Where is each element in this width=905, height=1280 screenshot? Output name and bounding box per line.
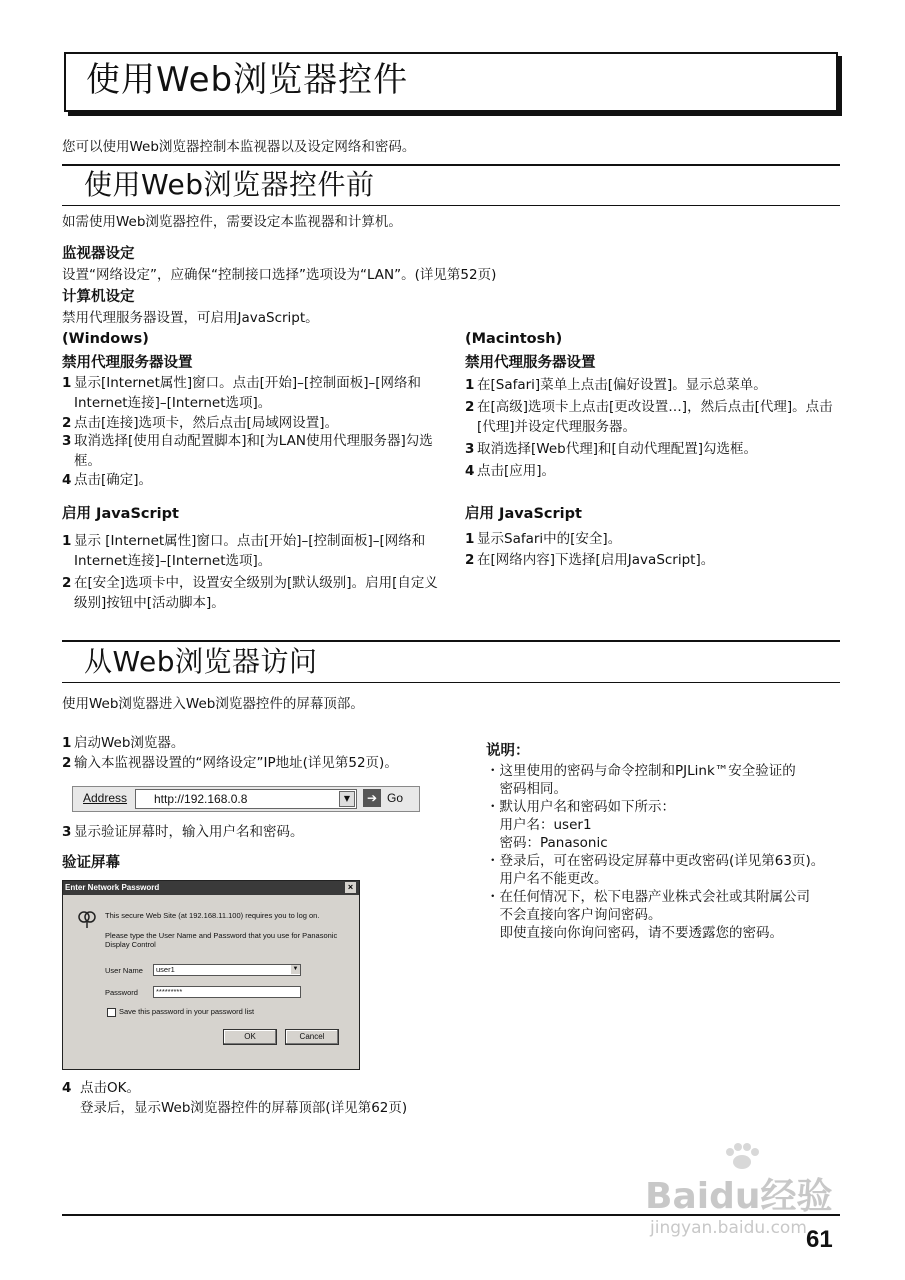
step-text: 点击[确定]。 — [74, 472, 153, 488]
auth-heading: 验证屏幕 — [62, 855, 120, 871]
note-line: ・默认用户名和密码如下所示： — [486, 799, 675, 815]
section1-heading: 使用Web浏览器控件前 — [84, 168, 375, 201]
page-number: 61 — [806, 1226, 833, 1253]
title-box — [64, 52, 838, 112]
mac-label: (Macintosh) — [465, 331, 563, 347]
access-step-3 — [62, 822, 462, 842]
go-button[interactable]: Go — [387, 791, 404, 805]
windows-proxy-step-2 — [62, 413, 447, 433]
cancel-button[interactable]: Cancel — [285, 1029, 339, 1045]
note-heading: 说明： — [486, 743, 530, 759]
ok-button[interactable]: OK — [223, 1029, 277, 1045]
monitor-heading: 监视器设定 — [62, 246, 135, 262]
dialog-titlebar — [63, 881, 359, 895]
address-bar — [72, 786, 420, 812]
dialog-line1: This secure Web Site (at 192.168.11.100) requires you to log on. — [105, 911, 320, 920]
step-text: 启动Web浏览器。 — [74, 735, 185, 751]
section1-bottom-rule — [62, 205, 840, 206]
dialog-line2: Please type the User Name and Password that you use for Panasonic — [105, 931, 338, 940]
windows-js-step-2 — [62, 573, 447, 613]
step4-number: 4 — [62, 1080, 72, 1096]
step-text: 在[Safari]菜单上点击[偏好设置]。显示总菜单。 — [477, 377, 767, 393]
save-password-label: Save this password in your password list — [119, 1007, 255, 1016]
save-password-checkbox[interactable] — [107, 1008, 116, 1017]
step-number: 3 — [465, 441, 475, 457]
step-number: 2 — [465, 552, 475, 568]
access-step-2 — [62, 753, 462, 773]
user-name-label: User Name — [105, 966, 143, 975]
step-number: 2 — [62, 575, 72, 591]
note-line: 不会直接向客户询问密码。 — [486, 907, 662, 923]
section1-intro: 如需使用Web浏览器控件，需要设定本监视器和计算机。 — [62, 214, 402, 230]
monitor-text: 设置“网络设定”，应确保“控制接口选择”选项设为“LAN”。(详见第52页) — [62, 267, 497, 283]
step-number: 2 — [62, 755, 72, 771]
step-text: 点击[应用]。 — [477, 463, 556, 479]
mac-proxy-step-1 — [465, 375, 850, 395]
step-text: 取消选择[Web代理]和[自动代理配置]勾选框。 — [477, 441, 757, 457]
note-line: ・这里使用的密码与命令控制和PJLink™安全验证的 — [486, 763, 796, 779]
step-text: 在[高级]选项卡上点击[更改设置…]，然后点击[代理]。点击[代理]并设定代理服务器。 — [477, 399, 833, 435]
user-name-value: user1 — [156, 965, 175, 974]
section2-intro: 使用Web浏览器进入Web浏览器控件的屏幕顶部。 — [62, 696, 364, 712]
step-number: 4 — [465, 463, 475, 479]
windows-proxy-step-4 — [62, 470, 447, 490]
note-line: ・在任何情况下，松下电器产业株式会社或其附属公司 — [486, 889, 810, 905]
step-text: 取消选择[使用自动配置脚本]和[为LAN使用代理服务器]勾选框。 — [74, 433, 433, 469]
mac-js-heading: 启用 JavaScript — [465, 506, 582, 522]
note-line: 密码：Panasonic — [486, 835, 608, 851]
windows-proxy-step-3 — [62, 431, 447, 471]
mac-js-step-2 — [465, 550, 840, 570]
password-input[interactable] — [153, 986, 301, 998]
step-number: 1 — [465, 531, 475, 547]
paw-icon — [722, 1142, 762, 1172]
footer-rule — [62, 1214, 840, 1216]
mac-proxy-step-2 — [465, 397, 840, 437]
step-text: 在[安全]选项卡中，设置安全级别为[默认级别]。启用[自定义级别]按钮中[活动脚本]。 — [74, 575, 438, 611]
windows-js-step-1 — [62, 531, 447, 571]
mac-js-step-1 — [465, 529, 840, 549]
page-title: 使用Web浏览器控件 — [86, 60, 409, 100]
windows-label: (Windows) — [62, 331, 149, 347]
step-number: 1 — [62, 375, 72, 391]
windows-proxy-heading: 禁用代理服务器设置 — [62, 355, 193, 371]
key-icon — [77, 909, 99, 929]
mac-proxy-heading: 禁用代理服务器设置 — [465, 355, 596, 371]
step-text: 点击[连接]选项卡，然后点击[局域网设置]。 — [74, 415, 339, 431]
note-line: 用户名不能更改。 — [486, 871, 608, 887]
close-icon[interactable]: × — [345, 882, 356, 893]
note-line: 密码相同。 — [486, 781, 567, 797]
step-text: 显示 [Internet属性]窗口。点击[开始]–[控制面板]–[网络和Internet连接]–[Internet选项]。 — [74, 533, 426, 569]
dialog-title: Enter Network Password — [65, 883, 160, 892]
note-line: 用户名：user1 — [486, 817, 592, 833]
user-name-input[interactable] — [153, 964, 301, 976]
go-arrow-icon[interactable]: ➔ — [363, 789, 381, 807]
step-number: 2 — [465, 399, 475, 415]
section2-heading: 从Web浏览器访问 — [84, 645, 318, 678]
mac-proxy-step-3 — [465, 439, 840, 459]
step-text: 显示Safari中的[安全]。 — [477, 531, 622, 547]
step-number: 3 — [62, 433, 72, 449]
step-number: 1 — [465, 377, 475, 393]
section1-top-rule — [62, 164, 840, 166]
step4-text: 点击OK。 — [80, 1080, 140, 1096]
step-text: 显示验证屏幕时，输入用户名和密码。 — [74, 824, 304, 840]
section2-bottom-rule — [62, 682, 840, 683]
chevron-down-icon[interactable]: ▼ — [292, 966, 299, 972]
step-number: 4 — [62, 472, 72, 488]
step-text: 显示[Internet属性]窗口。点击[开始]–[控制面板]–[网络和Internet连接]–[Internet选项]。 — [74, 375, 421, 411]
windows-proxy-step-1 — [62, 373, 447, 413]
computer-text: 禁用代理服务器设置，可启用JavaScript。 — [62, 310, 319, 326]
password-value: ********* — [156, 987, 183, 996]
step-number: 1 — [62, 735, 72, 751]
step4-sub: 登录后，显示Web浏览器控件的屏幕顶部(详见第62页) — [80, 1100, 408, 1116]
step-number: 2 — [62, 415, 72, 431]
chevron-down-icon[interactable]: ▼ — [339, 791, 355, 807]
mac-proxy-step-4 — [465, 461, 840, 481]
note-list — [486, 762, 824, 942]
windows-js-heading: 启用 JavaScript — [62, 506, 179, 522]
step-text: 输入本监视器设置的“网络设定”IP地址(详见第52页)。 — [74, 755, 398, 771]
note-line: 即使直接向你询问密码，请不要透露您的密码。 — [486, 925, 783, 941]
section2-top-rule — [62, 640, 840, 642]
address-label: Address — [83, 791, 128, 805]
dialog-line3: Display Control — [105, 940, 156, 949]
baidu-watermark: Baidu经验 — [645, 1176, 833, 1217]
password-label: Password — [105, 988, 138, 997]
note-line: ・登录后，可在密码设定屏幕中更改密码(详见第63页)。 — [486, 853, 825, 869]
address-url: http://192.168.0.8 — [154, 792, 248, 806]
access-step-1 — [62, 733, 462, 753]
baidu-url: jingyan.baidu.com — [650, 1218, 807, 1238]
address-input[interactable] — [135, 789, 357, 809]
step-text: 在[网络内容]下选择[启用JavaScript]。 — [477, 552, 715, 568]
step-number: 1 — [62, 533, 72, 549]
password-dialog — [62, 880, 360, 1070]
step-number: 3 — [62, 824, 72, 840]
computer-heading: 计算机设定 — [62, 289, 135, 305]
intro-text: 您可以使用Web浏览器控制本监视器以及设定网络和密码。 — [62, 139, 416, 155]
